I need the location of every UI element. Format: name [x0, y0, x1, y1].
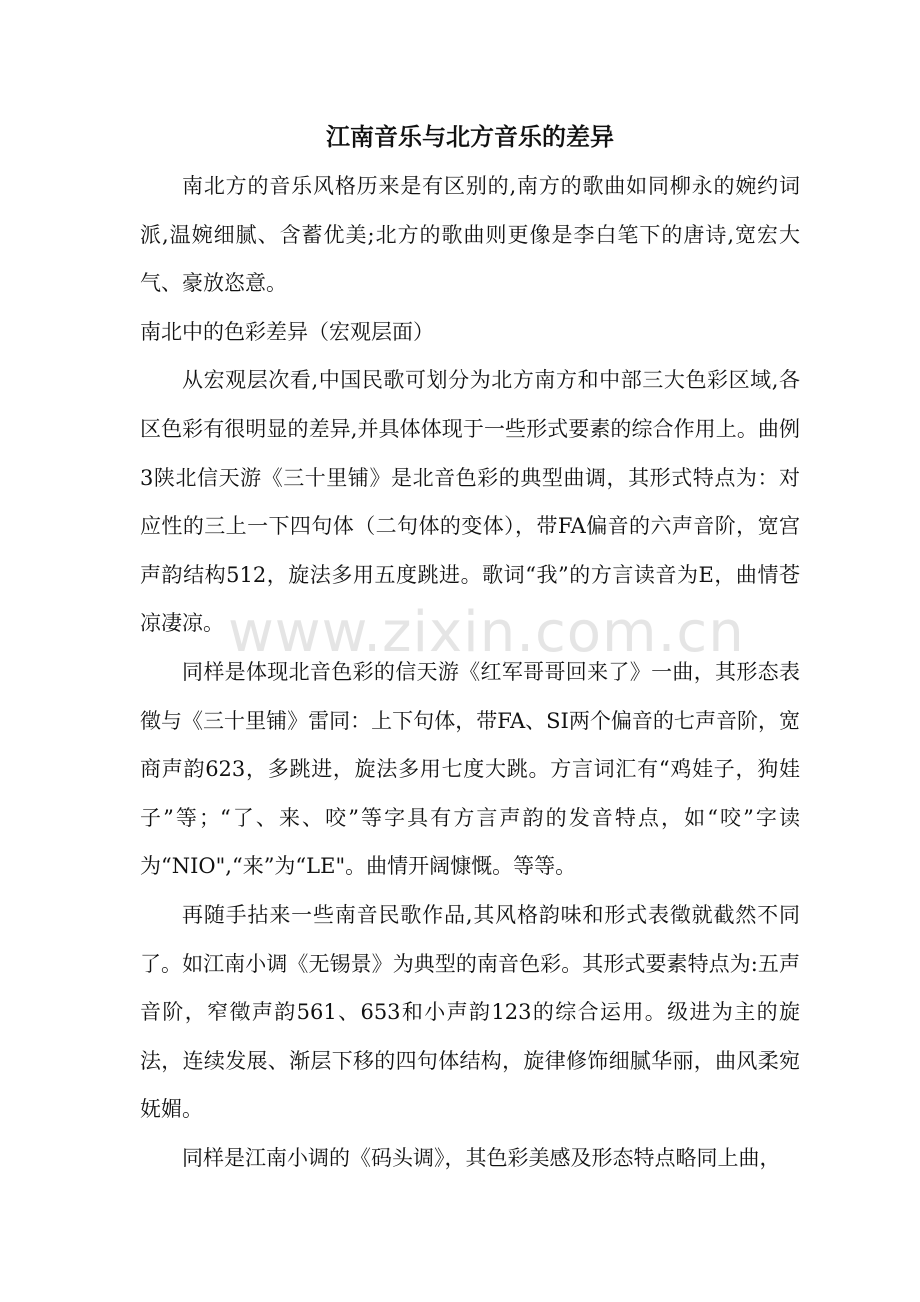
document-page	[140, 112, 800, 1182]
paragraph-red-army: 同样是体现北音色彩的信天游《红军哥哥回来了》一曲，其形态表徵与《三十里铺》雷同：上下句体，带FA、SI两个偏音的七声音阶，宽商声韵623，多跳进，旋法多用七度大跳。方言词汇有“鸡娃子，狗娃子”等；“了、来、咬”等字具有方言声韵的发音特点，如“咬”字读为“NIO",“来”为“LE"。曲情开阔慷慨。等等。	[140, 659, 800, 879]
watermark: www.zixin.com.cn	[228, 600, 745, 665]
paragraph-matou: 同样是江南小调的《码头调》，其色彩美感及形态特点略同上曲，	[182, 1145, 781, 1170]
paragraph-south: 再随手拈来一些南音民歌作品,其风格韵味和形式表徵就截然不同了。如江南小调《无锡景》为典型的南音色彩。其形式要素特点为:五声音阶，窄徵声韵561、653和小声韵123的综合运用。级进为主的旋法，连续发展、渐层下移的四句体结构，旋律修饰细腻华丽，曲风柔宛妩媚。	[140, 902, 800, 1122]
document-title: 江南音乐与北方音乐的差异	[326, 122, 614, 151]
paragraph-intro: 南北方的音乐风格历来是有区别的,南方的歌曲如同柳永的婉约词派,温婉细腻、含蓄优美;北方的歌曲则更像是李白笔下的唐诗,宽宏大气、豪放恣意。	[140, 174, 800, 296]
section-heading: 南北中的色彩差异（宏观层面）	[140, 319, 434, 344]
paragraph-macro: 从宏观层次看,中国民歌可划分为北方南方和中部三大色彩区域,各区色彩有很明显的差异,并具体体现于一些形式要素的综合作用上。曲例3陕北信天游《三十里铺》是北音色彩的典型曲调，其形式特点为：对应性的三上一下四句体（二句体的变体），带FA偏音的六声音阶，宽宫声韵结构512，旋法多用五度跳进。歌词“我”的方言读音为E，曲情苍凉凄凉。	[140, 368, 800, 636]
